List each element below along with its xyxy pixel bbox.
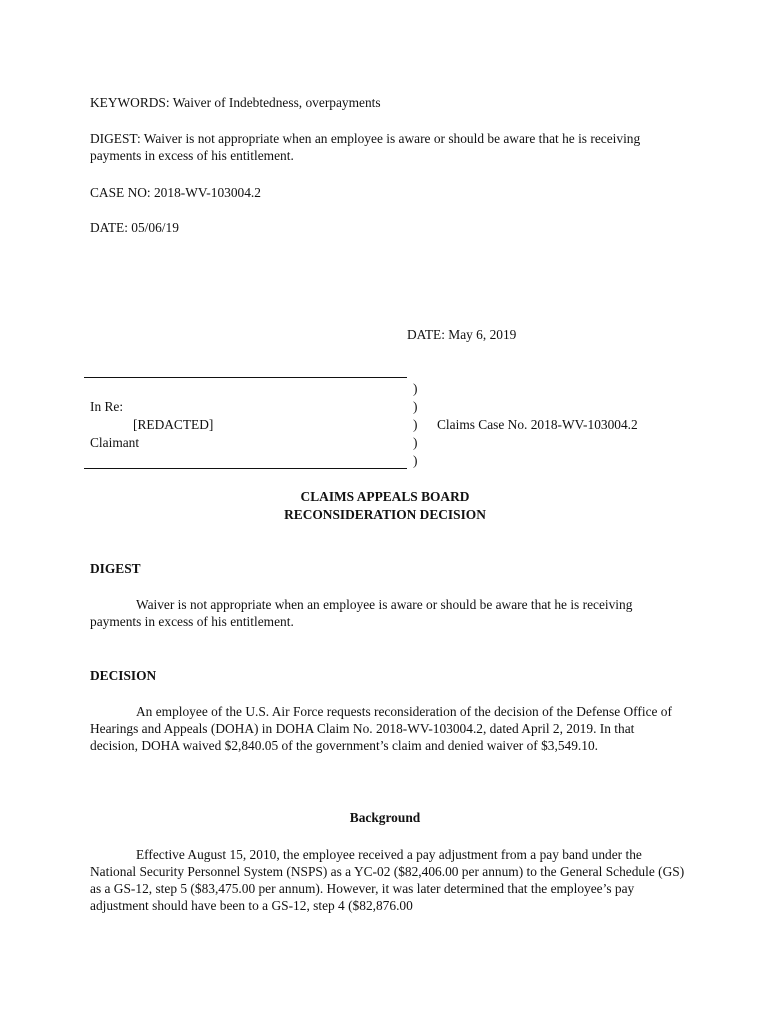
caption-paren-1: ) — [413, 381, 418, 396]
decision-heading: DECISION — [90, 668, 157, 683]
background-heading: Background — [349, 810, 421, 825]
caption-bottom-rule — [84, 468, 407, 469]
header-case-number: CASE NO: 2018-WV-103004.2 — [90, 185, 261, 200]
decision-paragraph: An employee of the U.S. Air Force requests reconsideration of the decision of the Defense Office of Hearings and Appeals (DOHA) in DOHA Claim No. 2018-WV-103004.2, dated April 2, 2019. In that decision, DOHA waived $2,840.05 of the government’s claim and denied waiver of $3,549.10. — [90, 704, 672, 753]
caption-paren-4: ) — [413, 435, 418, 450]
caption-in-re: In Re: — [90, 399, 124, 414]
caption-claimant: Claimant — [90, 435, 140, 450]
digest-paragraph: Waiver is not appropriate when an employee is aware or should be aware that he is receiving payments in excess of his entitlement. — [90, 597, 633, 629]
background-paragraph: Effective August 15, 2010, the employee received a pay adjustment from a pay band under the National Security Personnel System (NSPS) as a YC-02 ($82,406.00 per annum) to the General Schedule (GS) as a GS-12, step 5 ($83,475.00 per annum). However, it was later determined that the employee’s pay adjustment should have been to a GS-12, step 4 ($82,876.00 — [90, 847, 685, 913]
caption-paren-3: ) — [413, 417, 418, 432]
digest-heading: DIGEST — [90, 561, 141, 576]
header-date: DATE: 05/06/19 — [90, 220, 179, 235]
caption-paren-2: ) — [413, 399, 418, 414]
caption-top-rule — [84, 377, 407, 378]
caption-paren-5: ) — [413, 453, 418, 468]
decision-title: RECONSIDERATION DECISION — [284, 507, 486, 522]
header-digest: DIGEST: Waiver is not appropriate when an employee is aware or should be aware that he is receiving payments in excess of his entitlement. — [90, 131, 641, 163]
keywords-line: KEYWORDS: Waiver of Indebtedness, overpayments — [90, 95, 381, 110]
board-title: CLAIMS APPEALS BOARD — [300, 489, 470, 504]
caption-claims-case-number: Claims Case No. 2018-WV-103004.2 — [437, 417, 638, 432]
decision-date: DATE: May 6, 2019 — [407, 327, 517, 342]
caption-redacted-name: [REDACTED] — [133, 417, 214, 432]
